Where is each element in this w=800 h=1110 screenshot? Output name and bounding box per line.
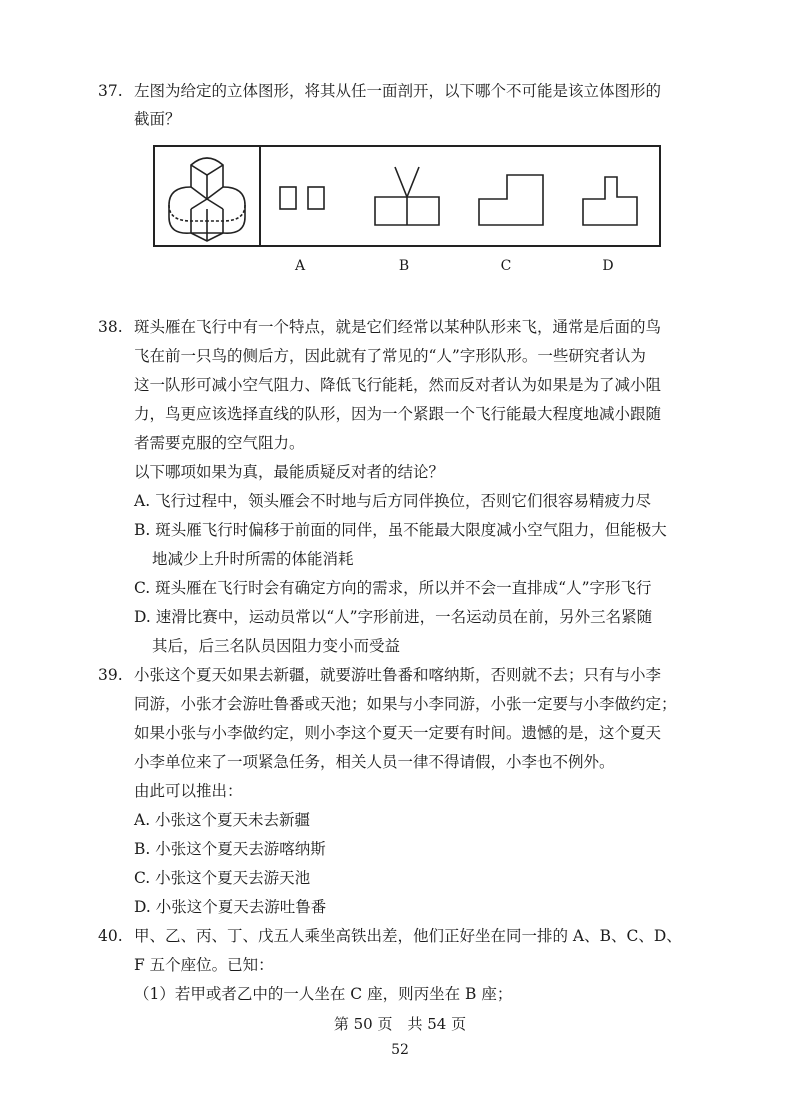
q38-number: 38. bbox=[98, 318, 123, 336]
q38-text-line2: 飞在前一只鸟的侧后方，因此就有了常见的“人”字形队形。一些研究者认为 bbox=[134, 347, 646, 365]
q37-text-line2: 截面？ bbox=[134, 110, 181, 128]
q39-option-a: A. 小张这个夏天未去新疆 bbox=[134, 811, 311, 829]
q38-option-b-line2: 地减少上升时所需的体能消耗 bbox=[152, 550, 354, 568]
page-footer-label: 第 50 页 共 54 页 bbox=[333, 1015, 467, 1033]
q40-condition-1: （1）若甲或者乙中的一人坐在 C 座，则丙坐在 B 座； bbox=[134, 985, 513, 1003]
option-d-shape bbox=[575, 147, 655, 245]
q40-text-line2: F 五个座位。已知： bbox=[134, 956, 274, 974]
option-c-label: C bbox=[500, 258, 512, 274]
q40-number: 40. bbox=[98, 927, 123, 945]
figure-divider bbox=[259, 147, 261, 245]
option-b-shape bbox=[367, 147, 447, 245]
q39-option-c: C. 小张这个夏天去游天池 bbox=[134, 869, 311, 887]
q39-text-line2: 同游，小张才会游吐鲁番或天池；如果与小李同游，小张一定要与小李做约定； bbox=[134, 695, 677, 713]
q39-option-b: B. 小张这个夏天去游喀纳斯 bbox=[134, 840, 326, 858]
option-a-shape bbox=[270, 147, 340, 245]
option-c-shape bbox=[473, 147, 553, 245]
option-b-label: B bbox=[398, 258, 410, 274]
q37-figure-box bbox=[153, 145, 661, 247]
page-number: 52 bbox=[391, 1042, 409, 1058]
q38-text-line1: 斑头雁在飞行中有一个特点，就是它们经常以某种队形来飞，通常是后面的鸟 bbox=[134, 318, 662, 336]
q39-number: 39. bbox=[98, 666, 123, 684]
q37-text-line1: 左图为给定的立体图形，将其从任一面剖开，以下哪个不可能是该立体图形的 bbox=[134, 82, 662, 100]
q38-option-c: C. 斑头雁在飞行时会有确定方向的需求，所以并不会一直排成“人”字形飞行 bbox=[134, 579, 652, 597]
q38-text-line4: 力，鸟更应该选择直线的队形，因为一个紧跟一个飞行能最大程度地减小跟随 bbox=[134, 405, 662, 423]
solid-figure bbox=[155, 147, 259, 245]
q39-text-line4: 小李单位来了一项紧急任务，相关人员一律不得请假，小李也不例外。 bbox=[134, 753, 615, 771]
q39-option-d: D. 小张这个夏天去游吐鲁番 bbox=[134, 898, 327, 916]
q37-number: 37. bbox=[98, 82, 123, 100]
q40-text-line1: 甲、乙、丙、丁、戊五人乘坐高铁出差，他们正好坐在同一排的 A、B、C、D、 bbox=[134, 927, 682, 945]
q38-question: 以下哪项如果为真，最能质疑反对者的结论？ bbox=[134, 463, 445, 481]
option-a-label: A bbox=[294, 258, 306, 274]
q38-option-b-line1: B. 斑头雁飞行时偏移于前面的同伴，虽不能最大限度减小空气阻力，但能极大 bbox=[134, 521, 667, 539]
q39-text-line3: 如果小张与小李做约定，则小李这个夏天一定要有时间。遗憾的是，这个夏天 bbox=[134, 724, 662, 742]
q39-question: 由此可以推出： bbox=[134, 782, 243, 800]
q38-option-a: A. 飞行过程中，领头雁会不时地与后方同伴换位，否则它们很容易精疲力尽 bbox=[134, 492, 652, 510]
q38-option-d-line1: D. 速滑比赛中，运动员常以“人”字形前进，一名运动员在前，另外三名紧随 bbox=[134, 608, 653, 626]
q39-text-line1: 小张这个夏天如果去新疆，就要游吐鲁番和喀纳斯，否则就不去；只有与小李 bbox=[134, 666, 662, 684]
q38-text-line5: 者需要克服的空气阻力。 bbox=[134, 434, 305, 452]
q38-text-line3: 这一队形可减小空气阻力、降低飞行能耗，然而反对者认为如果是为了减小阻 bbox=[134, 376, 662, 394]
q38-option-d-line2: 其后，后三名队员因阻力变小而受益 bbox=[152, 637, 401, 655]
option-d-label: D bbox=[602, 258, 614, 274]
